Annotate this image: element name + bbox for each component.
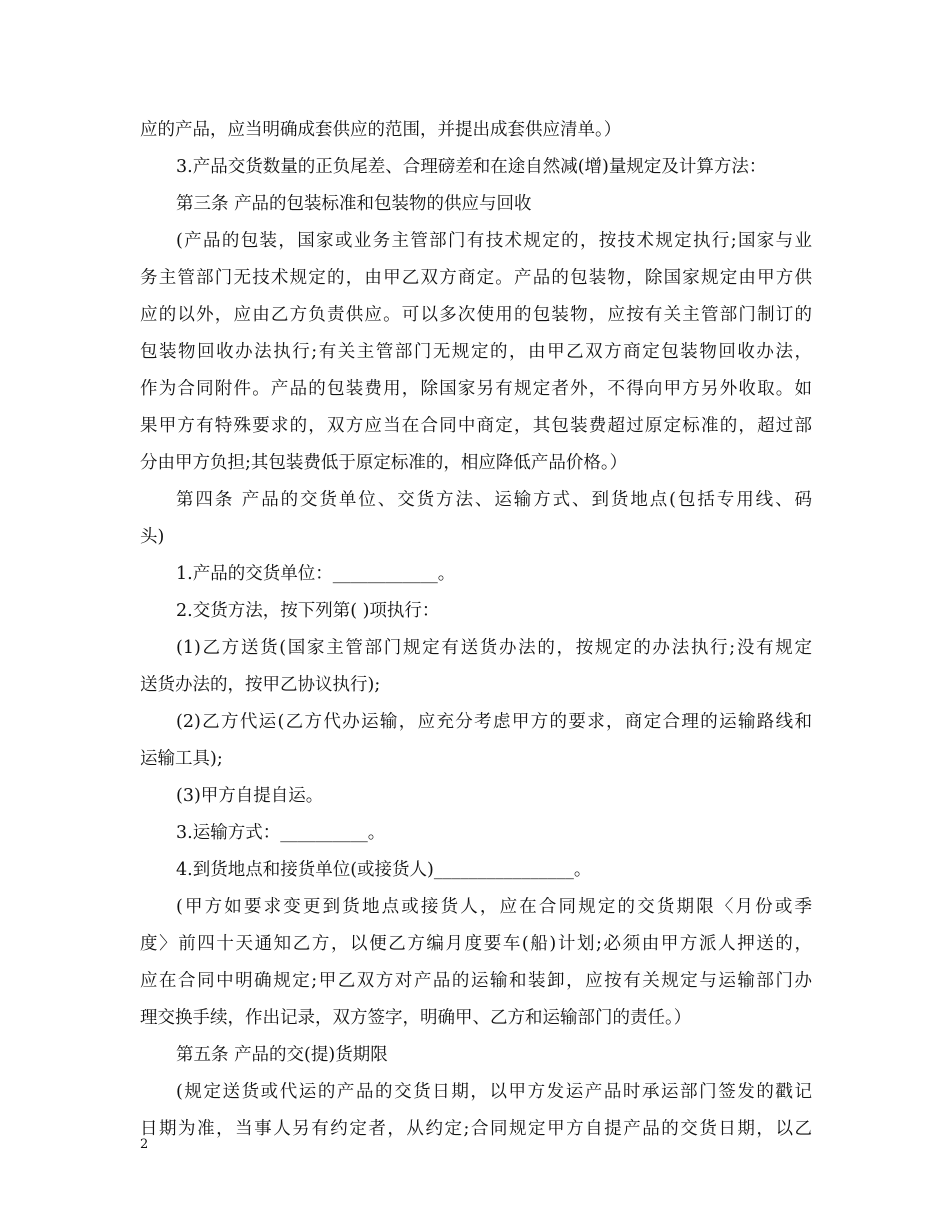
text-line: 包装物回收办法执行;有关主管部门无规定的，由甲乙双方商定包装物回收办法，	[140, 342, 812, 362]
text-line: 第五条 产品的交(提)货期限	[176, 1045, 388, 1065]
text-line: 3.产品交货数量的正负尾差、合理磅差和在途自然减(增)量规定及计算方法：	[176, 157, 767, 177]
text-line: 果甲方有特殊要求的，双方应当在合同中商定，其包装费超过原定标准的，超过部	[140, 416, 812, 436]
text-line: (规定送货或代运的产品的交货日期，以甲方发运产品时承运部门签发的戳记	[176, 1082, 812, 1102]
text-line: 务主管部门无技术规定的，由甲乙双方商定。产品的包装物，除国家规定由甲方供	[140, 268, 812, 288]
text-line: (产品的包装，国家或业务主管部门有技术规定的，按技术规定执行;国家与业	[176, 231, 812, 251]
text-line: 作为合同附件。产品的包装费用，除国家另有规定者外，不得向甲方另外收取。如	[140, 379, 812, 399]
text-line: 分由甲方负担;其包装费低于原定标准的，相应降低产品价格。）	[140, 453, 628, 473]
text-line: 日期为准，当事人另有约定者，从约定;合同规定甲方自提产品的交货日期，以乙	[140, 1119, 812, 1139]
text-line: 头)	[140, 527, 165, 547]
text-line: 应的以外，应由乙方负责供应。可以多次使用的包装物，应按有关主管部门制订的	[140, 305, 812, 325]
text-line: (2)乙方代运(乙方代办运输，应充分考虑甲方的要求，商定合理的运输路线和	[176, 712, 812, 732]
text-line: 应在合同中明确规定;甲乙双方对产品的运输和装卸，应按有关规定与运输部门办	[140, 971, 812, 991]
page-number: 2	[140, 1137, 149, 1152]
text-line: 第三条 产品的包装标准和包装物的供应与回收	[176, 194, 532, 214]
text-line: 应的产品，应当明确成套供应的范围，并提出成套供应清单。）	[140, 120, 622, 140]
text-line: 2.交货方法，按下列第( )项执行：	[176, 601, 440, 621]
text-line: 度〉前四十天通知乙方，以便乙方编月度要车(船)计划;必须由甲方派人押送的，	[140, 934, 812, 954]
text-line: 3.运输方式：__________。	[176, 823, 386, 843]
document-body	[140, 112, 812, 1148]
text-line: (3)甲方自提自运。	[176, 786, 324, 806]
text-line: 运输工具);	[140, 749, 223, 769]
text-line: 4.到货地点和接货单位(或接货人)________________。	[176, 860, 592, 880]
text-line: 1.产品的交货单位：____________。	[176, 564, 456, 584]
text-line: 第四条 产品的交货单位、交货方法、运输方式、到货地点(包括专用线、码	[176, 490, 812, 510]
text-line: (甲方如要求变更到货地点或接货人，应在合同规定的交货期限〈月份或季	[176, 897, 812, 917]
text-line: (1)乙方送货(国家主管部门规定有送货办法的，按规定的办法执行;没有规定	[176, 638, 812, 658]
text-line: 理交换手续，作出记录，双方签字，明确甲、乙方和运输部门的责任。）	[140, 1008, 692, 1028]
text-line: 送货办法的，按甲乙协议执行);	[140, 675, 381, 695]
